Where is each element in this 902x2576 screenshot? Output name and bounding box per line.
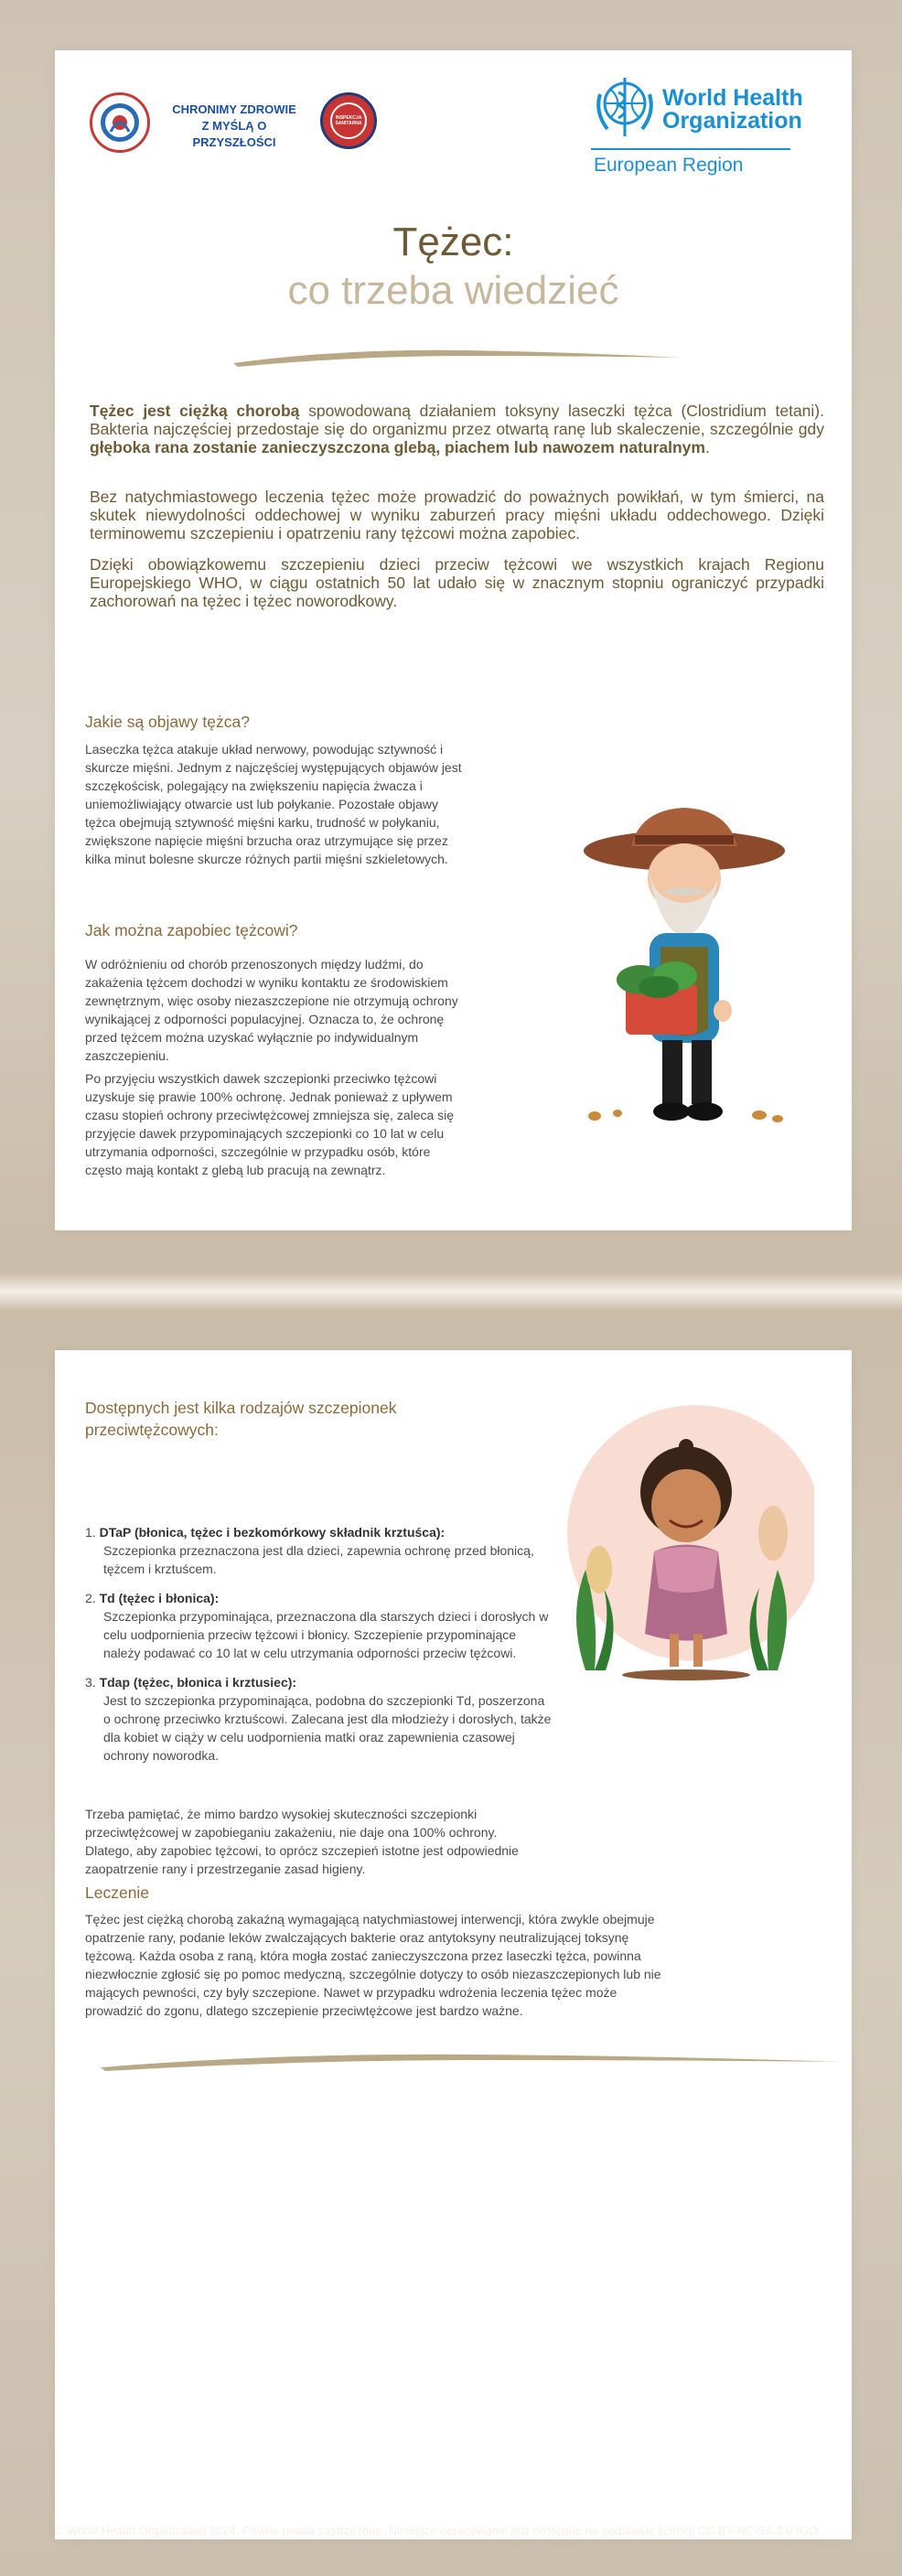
prevention-paragraph-2: Po przyjęciu wszystkich dawek szczepionki przeciwko tężcowi uzyskuje się prawie 100% ochronę. Jednak ponieważ z upływem czasu stopień ochrony przeciwtężcowej zmniejsza się, zaleca się przyjęcie dawek przypominających szczepionki co 10 lat w celu utrzymania odporności, szczególnie w przypadku osób, które często mają kontakt z glebą lub pracują na zewnątrz.: [85, 1071, 455, 1177]
prevention-paragraph-1: W odróżnieniu od chorób przenoszonych między ludźmi, do zakażenia tężcem dochodzi w wyniku kontaktu ze środowiskiem zewnętrznym, więc osoby niezaszczepione nie otrzymują ochrony wynikającej z odporności populacyjnej. Oznacza to, że ochronę przed tężcem można uzyskać wyłącznie po indywidualnym zaszczepieniu.: [85, 957, 458, 1063]
vaccines-heading: Dostępnych jest kilka rodzajów szczepionek przeciwtężcowych:: [85, 1399, 397, 1439]
prevention-heading: Jak można zapobiec tężcowi?: [85, 921, 298, 939]
intro-paragraph-3: Dzięki obowiązkowemu szczepieniu dzieci przeciw tężcowi we wszystkich krajach Regionu Europejskiego WHO, w ciągu ostatnich 50 lat udało się w znacznym stopniu ograniczyć przypadki zachorowań na tężec i tężec noworodkowy.: [90, 555, 824, 610]
farmer-illustration: [576, 800, 805, 1148]
title-line1: Tężec:: [392, 220, 514, 264]
who-title: World Health Organization: [662, 85, 803, 134]
chronimy-zdrowie-logo: [90, 87, 382, 156]
list-item: 2. Td (tężec i błonica): Szczepionka przypominająca, przeznaczona dla starszych dzieci i dorosłych w celu uodpornienia przeciw tężcowi i błonicy. Szczepienie przypominające należy podawać co 10 lat w celu utrzymania odporności przeciw tężcowi.: [85, 1591, 549, 1660]
chronimy-zdrowie-logo-icon: [90, 92, 150, 153]
copyright-footer: © World Health Organization 2024. Pewne prawa zastrzeżone. Niniejsze opracowanie jest dostępne na podstawie licencji CC BY-NC-SA 3.0 IGO.: [55, 2524, 821, 2538]
title-line2: co trzeba wiedzieć: [287, 268, 619, 313]
intro-paragraph-1: Tężec jest ciężką chorobą spowodowaną działaniem toksyny laseczki tężca (Clostridium tetani). Bakteria najczęściej przedostaje się do organizmu przez otwartą ranę lub skaleczenie, szczególnie gdy głęboka rana zostanie zanieczyszczona glebą, piachem lub nawozem naturalnym.: [90, 402, 824, 456]
vaccines-note: Trzeba pamiętać, że mimo bardzo wysokiej skuteczności szczepionki przeciwtężcowej w zapobieganiu zakażeniu, nie daje ona 100% ochrony. Dlatego, aby zapobiec tężcowi, to oprócz szczepień istotne jest odpowiednie zaopatrzenie rany i przestrzeganie zasad higieny.: [85, 1807, 519, 1876]
who-emblem-icon: [591, 76, 659, 140]
vaccines-list: [85, 1523, 552, 1776]
chronimy-zdrowie-text: CHRONIMY ZDROWIE Z MYŚLĄ O PRZYSZŁOŚCI: [172, 102, 296, 149]
list-item: 3. Tdap (tężec, błonica i krztusiec): Jest to szczepionka przypominająca, podobna do szczepionki Td, poszerzona o ochronę przeciwko krztuścowi. Zalecana jest dla młodzieży i dorosłych, także dla kobiet w ciąży w celu uodpornienia matki oraz zapewnienia czasowej ochrony noworodka.: [85, 1675, 552, 1763]
page-seam: [0, 1273, 902, 1310]
page-two: [55, 1350, 852, 2539]
treatment-heading: Leczenie: [85, 1884, 150, 1902]
girl-illustration: [549, 1396, 814, 1689]
brush-stroke-divider: [96, 2049, 846, 2073]
brush-stroke-divider: [229, 345, 686, 369]
list-item: 1. DTaP (błonica, tężec i bezkomórkowy składnik krztuśca): Szczepionka przeznaczona jest dla dzieci, zapewnia ochronę przed błonicą, tężcem i krztuścem.: [85, 1525, 534, 1576]
symptoms-text: Laseczka tężca atakuje układ nerwowy, powodując sztywność i skurcze mięśni. Jednym z najczęściej występujących objawów jest szczękościsk, polegający na zwiększeniu napięcia żwacza i uniemożliwiający otwarcie ust lub połykanie. Pozostałe objawy tężca obejmują sztywność mięśni karku, trudność w połykaniu, zwiększone napięcie mięśni brzucha oraz utrzymujące się przez kilka minut bolesne skurcze różnych partii mięśni szkieletowych.: [85, 742, 462, 866]
symptoms-heading: Jakie są objawy tężca?: [85, 713, 250, 731]
intro-paragraph-2: Bez natychmiastowego leczenia tężec może prowadzić do poważnych powikłań, w tym śmierci, na skutek niewydolności oddechowej w wyniku zaburzeń pracy mięśni układu oddechowego. Dzięki terminowemu szczepieniu i opatrzeniu rany tężcowi można zapobiec.: [90, 488, 824, 542]
who-region: European Region: [594, 155, 744, 176]
sanitary-inspection-badge-icon: INSPEKCJA SANITARNA: [320, 92, 377, 149]
who-logo: [591, 76, 806, 186]
page-one: [55, 50, 852, 1230]
treatment-text: Tężec jest ciężką chorobą zakaźną wymagającą natychmiastowej interwencji, która zwykle obejmuje opatrzenie rany, podanie leków zwalczających bakterie oraz antytoksyny neutralizującej toksynę tężcową. Każda osoba z raną, która mogła zostać zanieczyszczona przez laseczki tężca, powinna niezwłocznie zgłosić się po pomoc medyczną, szczególnie dotyczy to osób niezaszczepionych lub nie mających pewności, czy były szczepione. Nawet w przypadku wdrożenia leczenia tężec może prowadzić do zgonu, dlatego szczepienie przeciwtężcowe jest bardzo ważne.: [85, 1912, 661, 2018]
